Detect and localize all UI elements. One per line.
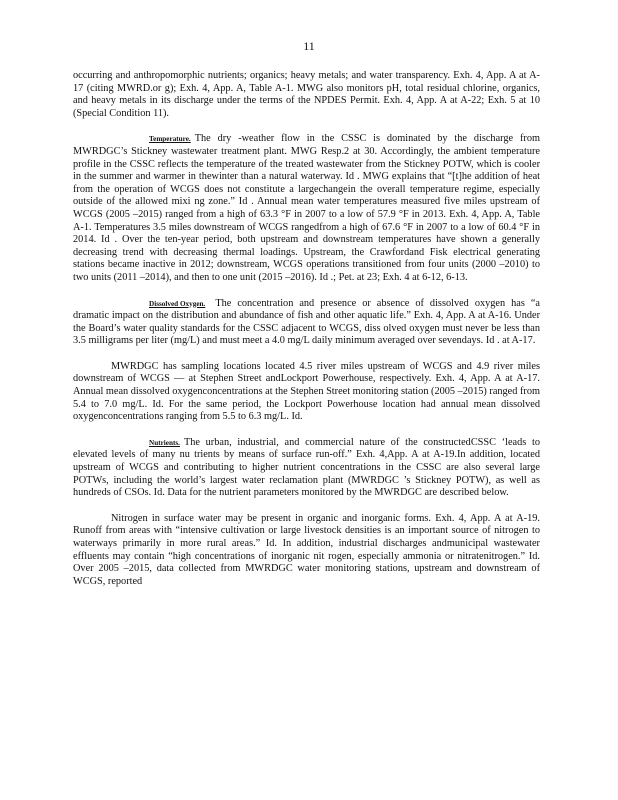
paragraph-water-quality-monitoring — [73, 70, 540, 120]
document-body — [73, 70, 540, 601]
section-heading-dissolved-oxygen: Dissolved Oxygen. — [149, 299, 206, 308]
section-heading-nutrients: Nutrients. — [149, 438, 180, 447]
page-number: 11 — [303, 39, 315, 53]
paragraph-nutrients — [73, 437, 540, 500]
paragraph-nitrogen — [73, 513, 540, 589]
paragraph-sampling-locations — [73, 361, 540, 424]
section-heading-temperature: Temperature. — [149, 135, 191, 144]
paragraph-temperature — [73, 133, 540, 284]
paragraph-text: The concentration and presence or absence of dissolved oxygen has “a dramatic impact on the distribution and abundance of fish and other aquatic life.” Exh. 4, App. A at A-16. Under the Board’s water quality standards for the CSSC adjacent to WCGS, diss olved oxygen must never be less than 3.5 milligrams per liter (mg/L) and must meet a 4.0 mg/L daily minimum averaged over sevendays. Id . at A-17. — [73, 297, 540, 347]
paragraph-dissolved-oxygen — [73, 298, 540, 348]
paragraph-text: The dry -weather flow in the CSSC is dominated by the discharge from MWRDGC’s Stickney wastewater treatment plant. MWG Resp.2 at 30. Accordingly, the ambient temperature profile in the CSSC reflects the temperature of the treated wastewater from the Stickney POTW, which is cooler in the summer and warmer in thewinter than a natural waterway. Id . MWG explains that “[t]he addition of heat from the operation of WCGS does not constitute a largechangein the overall temperature regime, especially outside of the allowed mixi ng zone.” Id . Annual mean water temperatures measured five miles upstream of WCGS (2005 –2015) ranged from a high of 63.3 °F in 2007 to a low of 57.9 °F in 2013. Exh. 4, App. A, Table A-1. Temperatures 3.5 miles downstream of WCGS rangedfrom a high of 67.6 °F in 2007 to a low of 60.4 °F in 2014. Id . Over the ten-year period, both upstream and downstream temperatures have shown a generally decreasing trend with decreasing thermal loadings. Upstream, the Crawfordand Fisk electrical generating stations became inactive in 2012; downstream, WCGS operations transitioned from four units (2000 –2010) to two units (2011 –2014), and then to one unit (2015 –2016). Id .; Pet. at 23; Exh. 4 at 6-12, 6-13. — [73, 133, 540, 283]
paragraph-text: Nitrogen in surface water may be present in organic and inorganic forms. Exh. 4, App. A at A-19. Runoff from areas with “intensive cultivation or large livestock densities is an important source of nitrogen to waterways primarily in more rural areas.” Id. In addition, industrial discharges andmunicipal wastewater effluents may contain “high concentrations of inorganic nit rogen, especially ammonia or nitratenitrogen.” Id. Over 2005 –2015, data collected from MWRDGC water monitoring stations, upstream and downstream of WCGS, reported — [73, 512, 540, 587]
paragraph-text: MWRDGC has sampling locations located 4.5 river miles upstream of WCGS and 4.9 river miles downstream of WCGS — at Stephen Street andLockport Powerhouse, respectively. Exh. 4, App. A at A-17. Annual mean dissolved oxygenconcentrations at the Stephen Street monitoring station (2005 –2015) ranged from 5.4 to 7.0 mg/L. Id. For the same period, the Lockport Powerhouse location had annual mean dissolved oxygenconcentrations ranging from 5.5 to 6.3 mg/L. Id. — [73, 360, 540, 423]
paragraph-text: The urban, industrial, and commercial nature of the constructedCSSC ‘leads to elevated levels of many nu trients by means of surface run-off.” Exh. 4,App. A at A-19.In addition, located upstream of WCGS and contributing to higher nutrient concentrations in the CSSC are also several large POTWs, including the world’s largest water reclamation plant (MWRDGC ’s Stickney POTW), as well as hundreds of CSOs. Id. Data for the nutrient parameters monitored by the MWRDGC are described below. — [73, 436, 540, 499]
paragraph-text: occurring and anthropomorphic nutrients; organics; heavy metals; and water transparency. Exh. 4, App. A at A-17 (citing MWRD.or g); Exh. 4, App. A, Table A-1. MWG also monitors pH, total residual chlorine, organics, and heavy metals in its discharge under the terms of the NPDES Permit. Exh. 4, App. A at A-22; Exh. 5 at 10 (Special Condition 11). — [73, 70, 540, 119]
